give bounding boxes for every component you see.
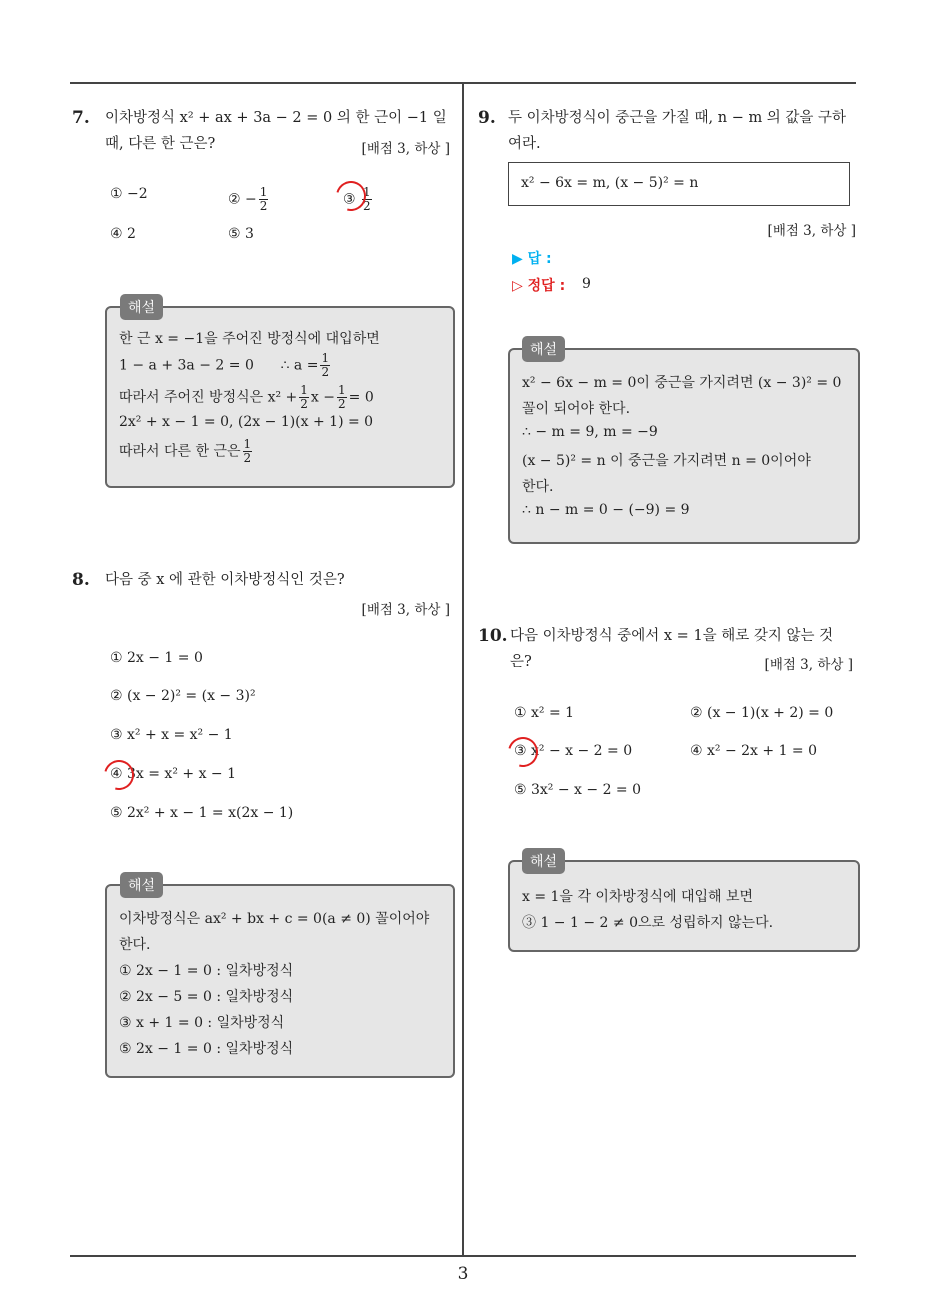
q8-exp-line1: 이차방정식은 ax² + bx + c = 0(a ≠ 0) 꼴이어야 [119, 911, 430, 927]
q7-text-line2: 때, 다른 한 근은? [105, 136, 216, 152]
q7-choice-2-frac: $\frac{1}{2}$ [259, 185, 268, 213]
q8-exp-line3: ① 2x − 1 = 0 : 일차방정식 [119, 963, 294, 979]
q9-exp-line1: x² − 6x − m = 0이 중근을 가지려면 (x − 3)² = 0 [522, 375, 842, 391]
q8-answer-mark [99, 755, 140, 796]
q7-choice-1[interactable]: ① −2 [110, 186, 148, 202]
q9-correct-label: ▷ 정답 : [512, 278, 566, 294]
q10-exp-line1: x = 1을 각 이차방정식에 대입해 보면 [522, 889, 754, 905]
q7-choice-2[interactable] [228, 186, 270, 213]
q7-explanation-box [105, 306, 455, 488]
q7-choice-3-label: ③ [343, 191, 356, 208]
q9-exp-line4: (x − 5)² = n 이 중근을 가지려면 n = 0이어야 [522, 453, 811, 469]
q7-exp-line4: 2x² + x − 1 = 0, (2x − 1)(x + 1) = 0 [119, 414, 374, 430]
q8-choice-5[interactable]: ⑤ 2x² + x − 1 = x(2x − 1) [110, 805, 294, 821]
q8-choice-2[interactable]: ② (x − 2)² = (x − 3)² [110, 688, 256, 704]
q7-choice-5[interactable]: ⑤ 3 [228, 226, 254, 242]
q7-text-line1: 이차방정식 x² + ax + 3a − 2 = 0 의 한 근이 −1 일 [105, 110, 447, 126]
q9-exp-line2: 꼴이 되어야 한다. [522, 401, 631, 417]
q8-exp-line5: ③ x + 1 = 0 : 일차방정식 [119, 1015, 285, 1031]
q8-explanation-tag: 해설 [120, 872, 163, 898]
q8-exp-line2: 한다. [119, 937, 151, 953]
q9-answer-label: ▶ 답 : [512, 251, 552, 267]
q9-exp-line3: ∴ − m = 9, m = −9 [522, 424, 658, 440]
q8-explanation-box [105, 884, 455, 1078]
q9-exp-line5: 한다. [522, 479, 554, 495]
bottom-rule [70, 1255, 856, 1257]
q7-score: [배점 3, 하상 ] [361, 141, 450, 157]
q9-exp-line6: ∴ n − m = 0 − (−9) = 9 [522, 502, 690, 518]
q7-choice-2-label: ② − [228, 191, 257, 208]
q10-answer-mark [503, 732, 544, 773]
q9-condition-box [508, 162, 850, 206]
q10-score: [배점 3, 하상 ] [764, 657, 853, 673]
q8-text: 다음 중 x 에 관한 이차방정식인 것은? [105, 572, 345, 588]
q10-text-line2: 은? [510, 654, 532, 670]
q9-score: [배점 3, 하상 ] [767, 223, 856, 239]
q8-number: 8. [72, 570, 90, 590]
q7-choice-3-frac: $\frac{1}{2}$ [363, 185, 371, 213]
q9-explanation-box [508, 348, 860, 544]
q8-choice-3[interactable]: ③ x² + x = x² − 1 [110, 727, 233, 743]
q10-text-line1: 다음 이차방정식 중에서 x = 1을 해로 갖지 않는 것 [510, 628, 834, 644]
column-divider [462, 84, 464, 1256]
q7-exp-line3: 따라서 주어진 방정식은 x² + $\frac{1}{2}$ x − $\frac{1}{2}$ = 0 [119, 383, 374, 411]
q10-choice-2[interactable]: ② (x − 1)(x + 2) = 0 [690, 705, 834, 721]
q10-choice-3[interactable]: ③ x² − x − 2 = 0 [514, 743, 633, 759]
q10-choice-1[interactable]: ① x² = 1 [514, 705, 575, 721]
q8-exp-line4: ② 2x − 5 = 0 : 일차방정식 [119, 989, 294, 1005]
q10-explanation-tag: 해설 [522, 848, 565, 874]
q9-correct-value: 9 [582, 276, 591, 292]
q8-choice-4[interactable]: ④ 3x = x² + x − 1 [110, 766, 237, 782]
page-number: 3 [457, 1264, 469, 1284]
q7-choice-4[interactable]: ④ 2 [110, 226, 136, 242]
q7-exp-line2: 1 − a + 3a − 2 = 0 ∴ a = $\frac{1}{2}$ [119, 351, 330, 379]
q9-condition: x² − 6x = m, (x − 5)² = n [521, 175, 699, 191]
q9-text-line1: 두 이차방정식이 중근을 가질 때, n − m 의 값을 구하 [508, 110, 847, 126]
q9-text-line2: 여라. [508, 136, 541, 152]
q7-exp-line1: 한 근 x = −1을 주어진 방정식에 대입하면 [119, 331, 380, 347]
q8-exp-line6: ⑤ 2x − 1 = 0 : 일차방정식 [119, 1041, 294, 1057]
q8-score: [배점 3, 하상 ] [361, 602, 450, 618]
q10-exp-line2: ③ 1 − 1 − 2 ≠ 0으로 성립하지 않는다. [522, 915, 774, 931]
q8-choice-1[interactable]: ① 2x − 1 = 0 [110, 650, 203, 666]
q9-number: 9. [478, 108, 496, 128]
q7-explanation-tag: 해설 [120, 294, 163, 320]
q9-explanation-tag: 해설 [522, 336, 565, 362]
q10-choice-5[interactable]: ⑤ 3x² − x − 2 = 0 [514, 782, 642, 798]
q7-exp-line5: 따라서 다른 한 근은 $\frac{1}{2}$ [119, 437, 252, 465]
q10-number: 10. [478, 626, 508, 646]
q10-choice-4[interactable]: ④ x² − 2x + 1 = 0 [690, 743, 818, 759]
q7-number: 7. [72, 108, 90, 128]
